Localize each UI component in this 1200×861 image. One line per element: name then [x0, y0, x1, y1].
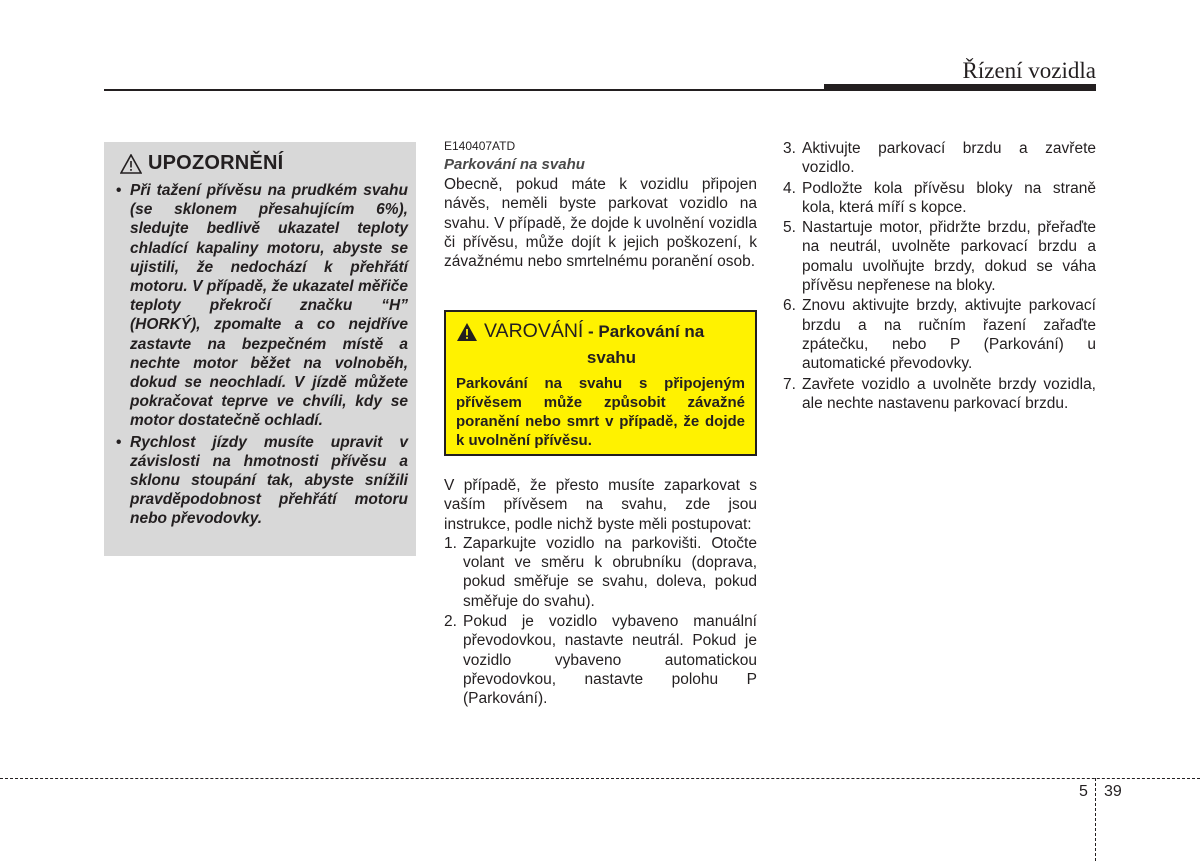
step-text: Pokud je vozidlo vybaveno manuální převodovkou, nastavte neutrál. Pokud je vozidlo vybaveno automatickou převodovkou, nastavte polohu P (Parkování).: [463, 613, 757, 708]
caution-list: [116, 181, 408, 529]
procedure-step: [444, 534, 757, 611]
step-number: 3.: [783, 140, 796, 157]
middle-column: [444, 139, 757, 271]
step-text: Podložte kola přívěsu bloky na straně kola, která míří s kopce.: [802, 179, 1096, 216]
step-text: Zavřete vozidlo a uvolněte brzdy vozidla, ale nechte nastavenu parkovací brzdu.: [802, 375, 1096, 412]
step-number: 2.: [444, 613, 457, 631]
step-text: Zaparkujte vozidlo na parkovišti. Otočte volant ve směru k obrubníku (doprava, pokud směřuje se svahu, doleva, pokud směřuje do svahu).: [463, 534, 757, 610]
warning-title-line2: svahu: [586, 348, 637, 367]
procedure-step: [783, 139, 1096, 178]
caution-triangle-icon: [120, 154, 142, 174]
page-header-title: Řízení vozidla: [962, 58, 1096, 83]
section-heading: Parkování na svahu: [444, 156, 585, 173]
step-text: Nastartuje motor, přidržte brzdu, přeřaďte na neutrál, uvolněte parkovací brzdu a pomalu uvolňujte brzdy, dokud se váha přívěsu nepřenese na bloky.: [802, 219, 1096, 295]
page-number: 39: [1104, 783, 1122, 800]
caution-title: UPOZORNĚNÍ: [148, 152, 284, 174]
warning-title: [484, 320, 704, 343]
caution-header: [120, 152, 408, 175]
procedure-step: [783, 375, 1096, 414]
step-text: Aktivujte parkovací brzdu a zavřete vozidlo.: [802, 140, 1096, 177]
caution-box: [104, 142, 416, 556]
warning-header: [456, 320, 745, 347]
caution-item-text: Při tažení přívěsu na prudkém svahu (se sklonem přesahujícím 6%), sledujte bedlivě ukazatel teploty chladící kapaliny motoru, abyste se ujistili, že nedochází k přehřátí motoru. V případě, že ukazatel měřiče teploty překročí značku “H” (HORKÝ), zpomalte a co nejdříve zastavte na bezpečném místě a nechte motor běžet na volnoběh, dokud se neochladí. V jízdě můžete pokračovat teprve ve chvíli, kdy se motor dostatečně ochladí.: [130, 182, 408, 430]
warning-triangle-icon: [456, 320, 478, 347]
procedure-step: [783, 218, 1096, 295]
footer-divider: [1095, 778, 1096, 861]
footer-rule: [0, 778, 1200, 779]
section-code: E140407ATD: [444, 139, 516, 153]
procedure-step: [783, 296, 1096, 373]
warning-title-word: VAROVÁNÍ: [484, 320, 584, 342]
header-rule-accent: [824, 84, 1096, 91]
chapter-number: 5: [1079, 783, 1088, 800]
step-text: Znovu aktivujte brzdy, aktivujte parkovací brzdu a na ručním řazení zařaďte zpátečku, nebo P (Parkování) u automatické převodovky.: [802, 297, 1096, 373]
procedure-intro: V případě, že přesto musíte zaparkovat s vaším přívěsem na svahu, zde jsou instrukce, podle nichž byste měli postupovat:: [444, 477, 757, 533]
procedure-steps-right: [783, 139, 1096, 413]
procedure-step: [783, 179, 1096, 218]
warning-box: [444, 310, 757, 456]
procedure-steps-middle: [444, 534, 757, 709]
caution-item: [116, 433, 408, 529]
step-number: 1.: [444, 534, 457, 552]
right-column: [783, 139, 1096, 414]
bullet: •: [116, 433, 122, 451]
section-intro: Obecně, pokud máte k vozidlu připojen návěs, neměli byste parkovat vozidlo na svahu. V případě, že dojde k uvolnění vozidla či přívěsu, může dojít k jejich poškození, k závažnému nebo smrtelnému poranění osob.: [444, 176, 757, 271]
step-number: 4.: [783, 179, 796, 197]
step-number: 7.: [783, 375, 796, 393]
step-number: 5.: [783, 219, 796, 237]
step-number: 6.: [783, 297, 796, 315]
procedure-middle: [444, 476, 757, 710]
warning-title-rest: - Parkování na: [583, 322, 705, 341]
caution-item-text: Rychlost jízdy musíte upravit v závislosti na hmotnosti přívěsu a sklonu stoupání tak, abyste snížili pravděpodobnost přehřátí motoru nebo převodovky.: [130, 433, 408, 528]
procedure-step: [444, 612, 757, 708]
warning-text: Parkování na svahu s připojeným přívěsem může způsobit závažné poranění nebo smrt v případě, že dojde k uvolnění přívěsu.: [456, 375, 745, 449]
caution-item: [116, 181, 408, 431]
bullet: •: [116, 182, 122, 199]
